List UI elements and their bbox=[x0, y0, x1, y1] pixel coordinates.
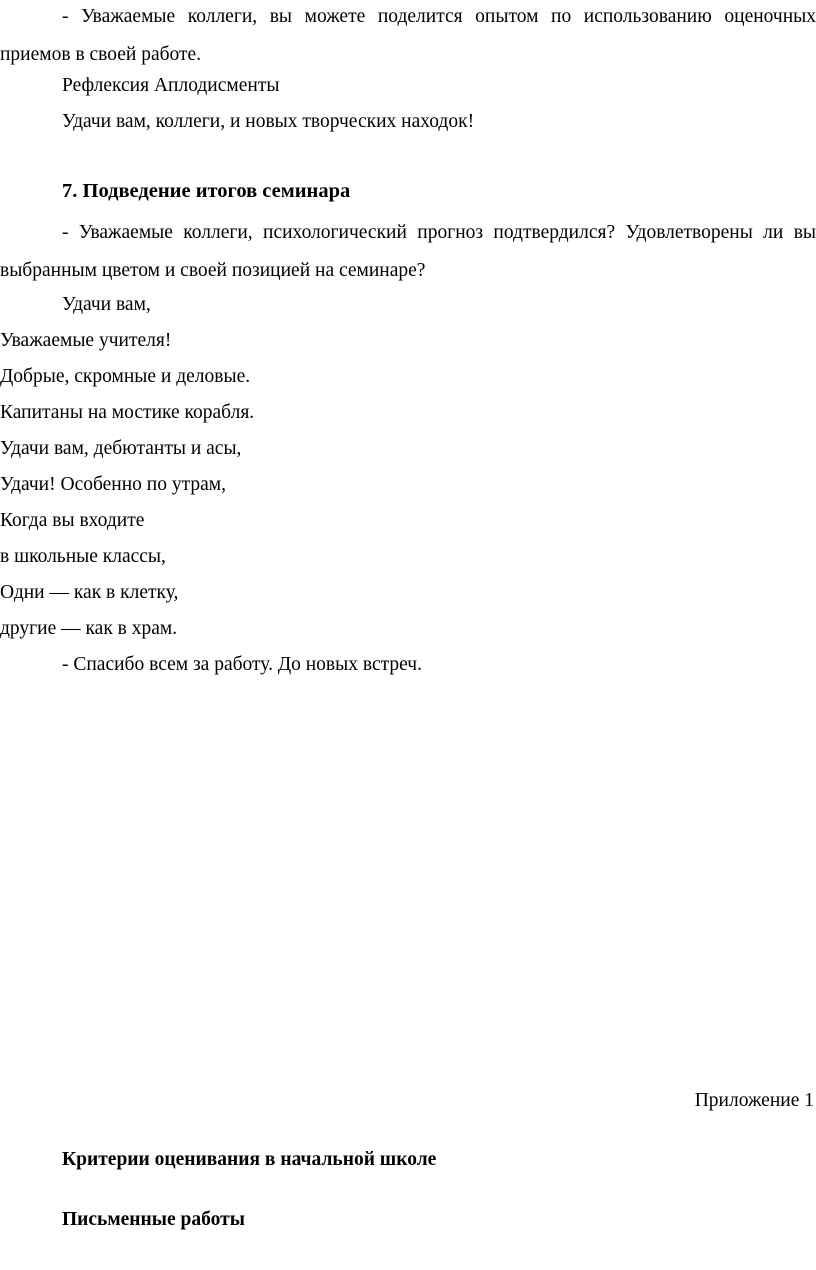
section-heading: 7. Подведение итогов семинара bbox=[62, 180, 351, 202]
poem-line: Одни — как в клетку, bbox=[0, 582, 179, 603]
paragraph-share-experience: - Уважаемые коллеги, вы можете поделится опытом по использованию оценочных приемов в своей работе. bbox=[0, 6, 816, 65]
reflection-line: Рефлексия Аплодисменты bbox=[62, 75, 280, 96]
poem-line: в школьные классы, bbox=[0, 546, 166, 567]
poem-line: Когда вы входите bbox=[0, 510, 145, 531]
criteria-heading: Критерии оценивания в начальной школе bbox=[62, 1149, 437, 1170]
thanks-line: - Спасибо всем за работу. До новых встреч. bbox=[62, 654, 422, 675]
luck-you-line: Удачи вам, bbox=[62, 294, 151, 315]
luck-colleagues-line: Удачи вам, коллеги, и новых творческих находок! bbox=[62, 111, 475, 132]
poem-line: Капитаны на мостике корабля. bbox=[0, 402, 255, 423]
poem-line: Удачи вам, дебютанты и асы, bbox=[0, 438, 242, 459]
poem-line: другие — как в храм. bbox=[0, 618, 178, 639]
paragraph-forecast: - Уважаемые коллеги, психологический прогноз подтвердился? Удовлетворены ли вы выбранным цветом и своей позицией на семинаре? bbox=[0, 222, 816, 281]
poem-line: Уважаемые учителя! bbox=[0, 330, 172, 351]
poem-line: Добрые, скромные и деловые. bbox=[0, 366, 251, 387]
poem-line: Удачи! Особенно по утрам, bbox=[0, 474, 226, 495]
written-works-heading: Письменные работы bbox=[62, 1209, 245, 1230]
appendix-label: Приложение 1 bbox=[694, 1090, 814, 1111]
